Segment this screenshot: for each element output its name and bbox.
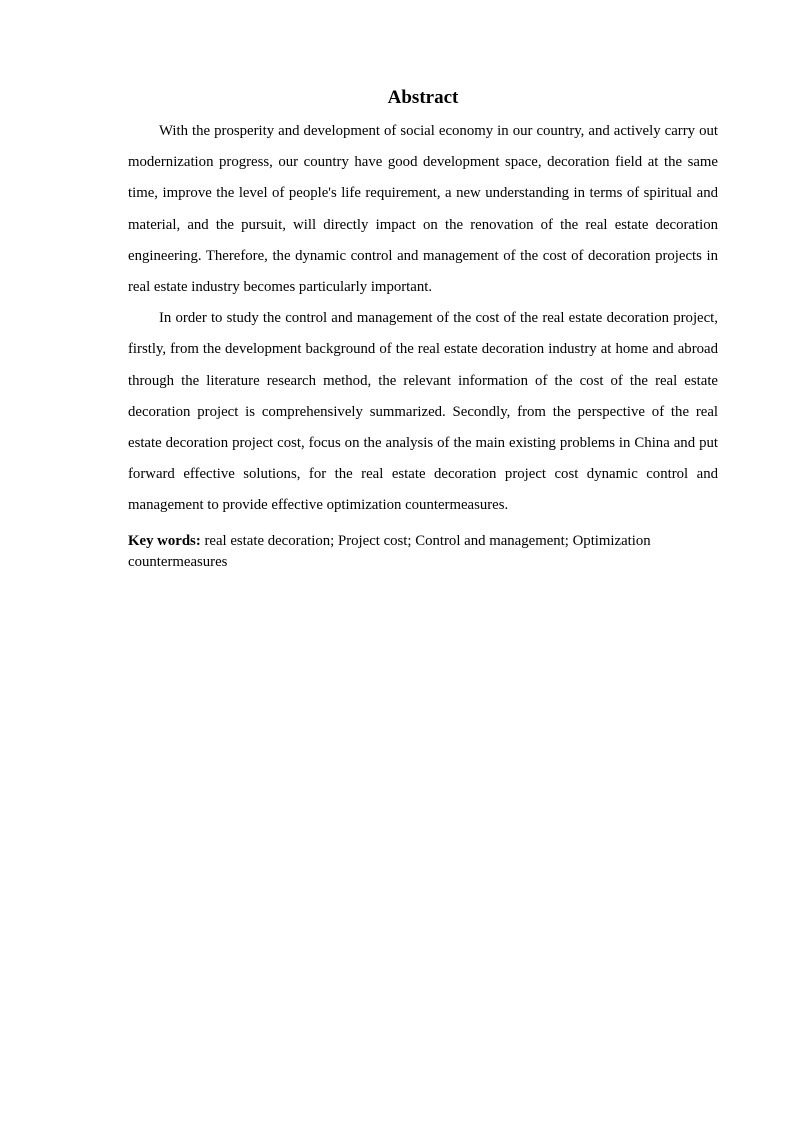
abstract-paragraph-1: With the prosperity and development of social economy in our country, and actively carry out modernization progress, our country have good development space, decoration field at the same time, improve the level of people's life requirement, a new understanding in terms of spiritual and material, and the pursuit, will directly impact on the renovation of the real estate decoration engineering. Therefore, the dynamic control and management of the cost of decoration projects in real estate industry becomes particularly important.	[128, 123, 718, 296]
keywords-text: real estate decoration; Project cost; Control and management; Optimization countermeasures	[128, 532, 651, 570]
keywords-line	[128, 531, 718, 573]
keywords-label: Key words:	[128, 532, 201, 549]
abstract-paragraph-2: In order to study the control and management of the cost of the real estate decoration project, firstly, from the development background of the real estate decoration industry at home and abroad through the literature research method, the relevant information of the cost of the real estate decoration project is comprehensively summarized. Secondly, from the perspective of the real estate decoration project cost, focus on the analysis of the main existing problems in China and put forward effective solutions, for the real estate decoration project cost dynamic control and management to provide effective optimization countermeasures.	[128, 310, 718, 514]
abstract-title: Abstract	[387, 87, 459, 108]
abstract-section	[128, 84, 718, 573]
